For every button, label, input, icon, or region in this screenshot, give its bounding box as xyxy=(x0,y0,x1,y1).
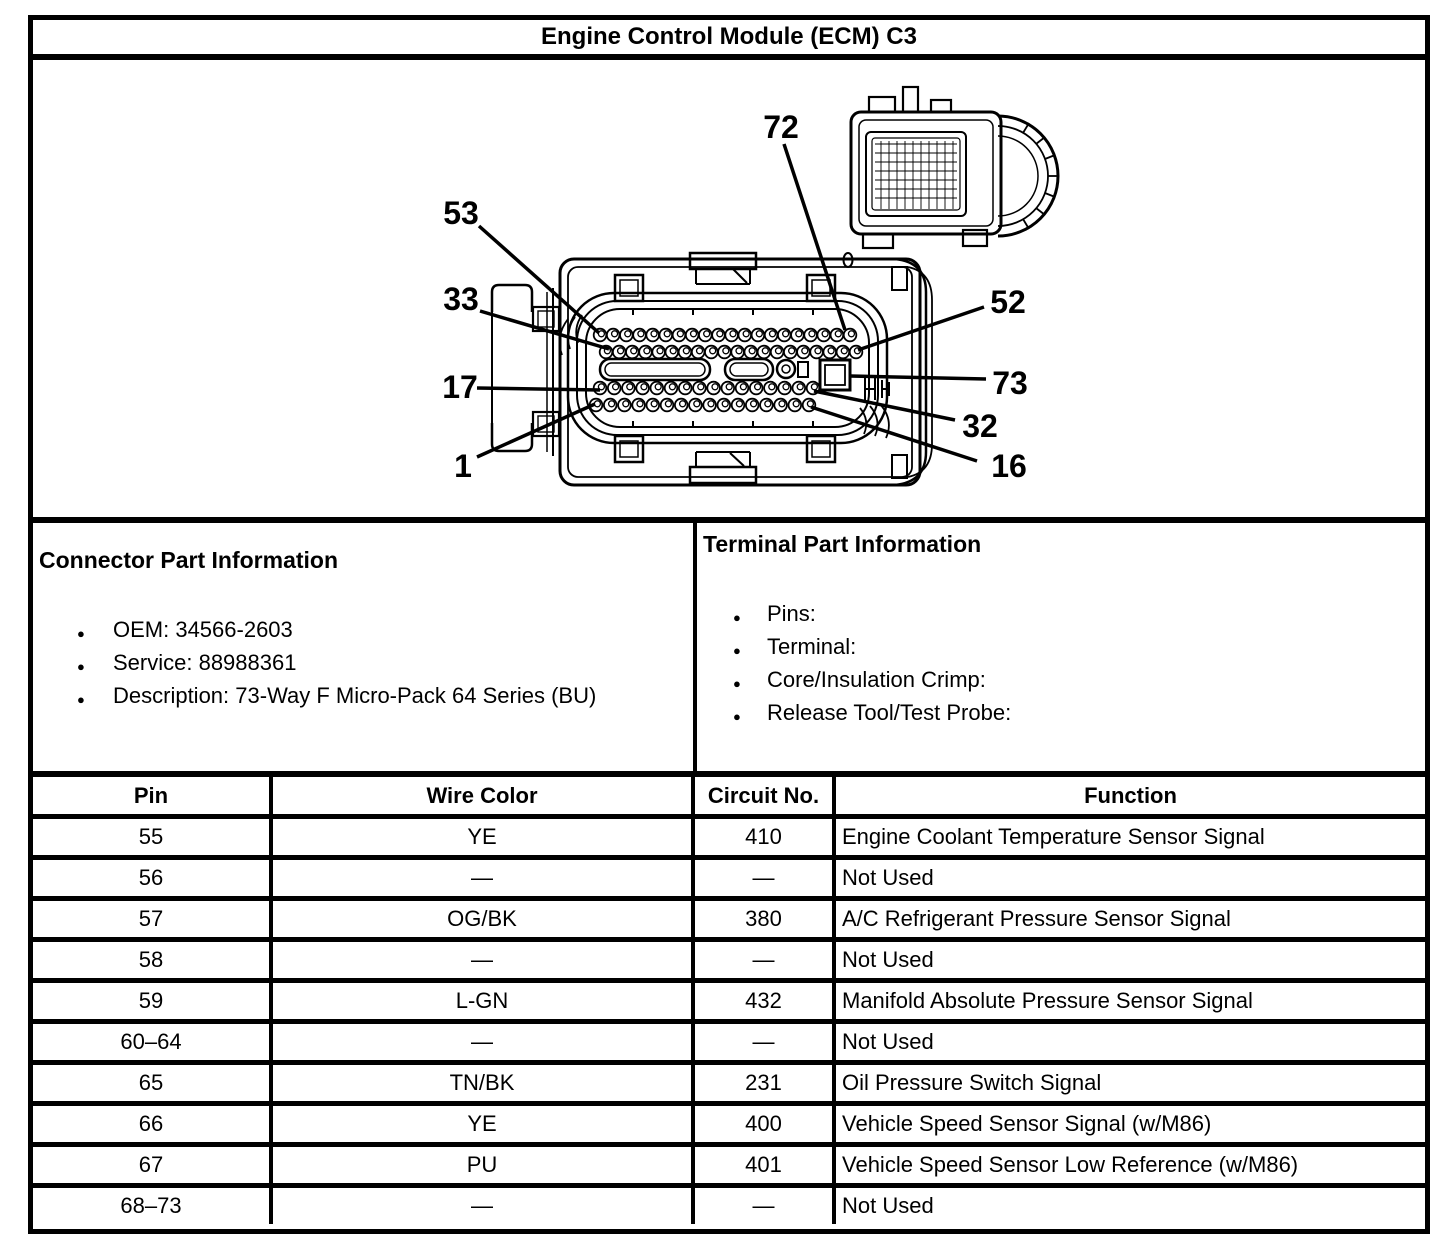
table-row xyxy=(33,1186,1425,1225)
table-row xyxy=(33,1022,1425,1063)
wire-color-cell: YE xyxy=(271,1104,693,1145)
callout-label-16: 16 xyxy=(991,448,1027,484)
table-row xyxy=(33,1063,1425,1104)
function-cell: A/C Refrigerant Pressure Sensor Signal xyxy=(834,899,1425,940)
column-header-circuit-no: Circuit No. xyxy=(693,777,834,817)
connector-diagram-area xyxy=(33,60,1425,523)
leader-73 xyxy=(850,376,986,379)
list-item: ● Core/Insulation Crimp: xyxy=(703,669,1421,691)
callout-label-32: 32 xyxy=(962,408,998,444)
list-item: ● Pins: xyxy=(703,603,1421,625)
function-cell: Vehicle Speed Sensor Signal (w/M86) xyxy=(834,1104,1425,1145)
leader-33 xyxy=(480,311,609,349)
pin-cell: 55 xyxy=(33,817,271,858)
wire-color-cell: PU xyxy=(271,1145,693,1186)
table-row xyxy=(33,817,1425,858)
list-item: ● Service: 88988361 xyxy=(39,652,689,674)
table-row xyxy=(33,981,1425,1022)
table-row xyxy=(33,1145,1425,1186)
connector-3d-view xyxy=(851,87,1059,248)
pin-cell: 59 xyxy=(33,981,271,1022)
pin-cell: 57 xyxy=(33,899,271,940)
list-item: ● Description: 73-Way F Micro-Pack 64 Series (BU) xyxy=(39,685,689,707)
function-cell: Not Used xyxy=(834,858,1425,899)
pin-table xyxy=(33,777,1425,1224)
part-information-row xyxy=(33,523,1425,777)
callout-label-17: 17 xyxy=(442,369,478,405)
function-cell: Oil Pressure Switch Signal xyxy=(834,1063,1425,1104)
circuit-no-cell: — xyxy=(693,1186,834,1225)
column-header-pin: Pin xyxy=(33,777,271,817)
table-row xyxy=(33,858,1425,899)
connector-diagram xyxy=(33,60,1425,517)
callout-label-73: 73 xyxy=(992,365,1028,401)
terminal-part-info-heading: Terminal Part Information xyxy=(703,531,982,557)
callout-label-72: 72 xyxy=(763,109,799,145)
wire-color-cell: TN/BK xyxy=(271,1063,693,1104)
callout-label-1: 1 xyxy=(454,448,472,484)
pin-cell: 67 xyxy=(33,1145,271,1186)
function-cell: Manifold Absolute Pressure Sensor Signal xyxy=(834,981,1425,1022)
wire-color-cell: — xyxy=(271,1022,693,1063)
page-title: Engine Control Module (ECM) C3 xyxy=(541,23,917,50)
connector-part-info-list xyxy=(39,619,689,707)
pin-cell: 65 xyxy=(33,1063,271,1104)
pin-cell: 56 xyxy=(33,858,271,899)
wire-color-cell: L-GN xyxy=(271,981,693,1022)
table-row xyxy=(33,940,1425,981)
circuit-no-cell: 231 xyxy=(693,1063,834,1104)
circuit-no-cell: 410 xyxy=(693,817,834,858)
list-item: ● OEM: 34566-2603 xyxy=(39,619,689,641)
circuit-no-cell: 401 xyxy=(693,1145,834,1186)
callout-label-33: 33 xyxy=(443,281,479,317)
connector-part-info xyxy=(33,523,697,771)
pin-cell: 68–73 xyxy=(33,1186,271,1225)
pin-cell: 58 xyxy=(33,940,271,981)
table-header-row xyxy=(33,777,1425,817)
title-bar xyxy=(33,20,1425,60)
terminal-part-info-list xyxy=(703,603,1421,724)
pin-cell: 60–64 xyxy=(33,1022,271,1063)
column-header-wire-color: Wire Color xyxy=(271,777,693,817)
circuit-no-cell: 380 xyxy=(693,899,834,940)
function-cell: Not Used xyxy=(834,1186,1425,1225)
table-row xyxy=(33,1104,1425,1145)
function-cell: Vehicle Speed Sensor Low Reference (w/M86) xyxy=(834,1145,1425,1186)
function-cell: Engine Coolant Temperature Sensor Signal xyxy=(834,817,1425,858)
pin-cell: 66 xyxy=(33,1104,271,1145)
callout-label-53: 53 xyxy=(443,195,479,231)
column-header-function: Function xyxy=(834,777,1425,817)
wire-color-cell: YE xyxy=(271,817,693,858)
callout-label-52: 52 xyxy=(990,284,1026,320)
wire-color-cell: — xyxy=(271,1186,693,1225)
function-cell: Not Used xyxy=(834,1022,1425,1063)
circuit-no-cell: — xyxy=(693,940,834,981)
terminal-part-info xyxy=(697,523,1425,771)
circuit-no-cell: — xyxy=(693,1022,834,1063)
connector-part-info-heading: Connector Part Information xyxy=(39,547,339,573)
wire-color-cell: OG/BK xyxy=(271,899,693,940)
wire-color-cell: — xyxy=(271,940,693,981)
table-row xyxy=(33,899,1425,940)
circuit-no-cell: 400 xyxy=(693,1104,834,1145)
function-cell: Not Used xyxy=(834,940,1425,981)
leader-17 xyxy=(477,388,600,390)
connector-face-view xyxy=(492,253,932,485)
list-item: ● Terminal: xyxy=(703,636,1421,658)
circuit-no-cell: — xyxy=(693,858,834,899)
wire-color-cell: — xyxy=(271,858,693,899)
list-item: ● Release Tool/Test Probe: xyxy=(703,702,1421,724)
document-page xyxy=(28,15,1430,1234)
circuit-no-cell: 432 xyxy=(693,981,834,1022)
